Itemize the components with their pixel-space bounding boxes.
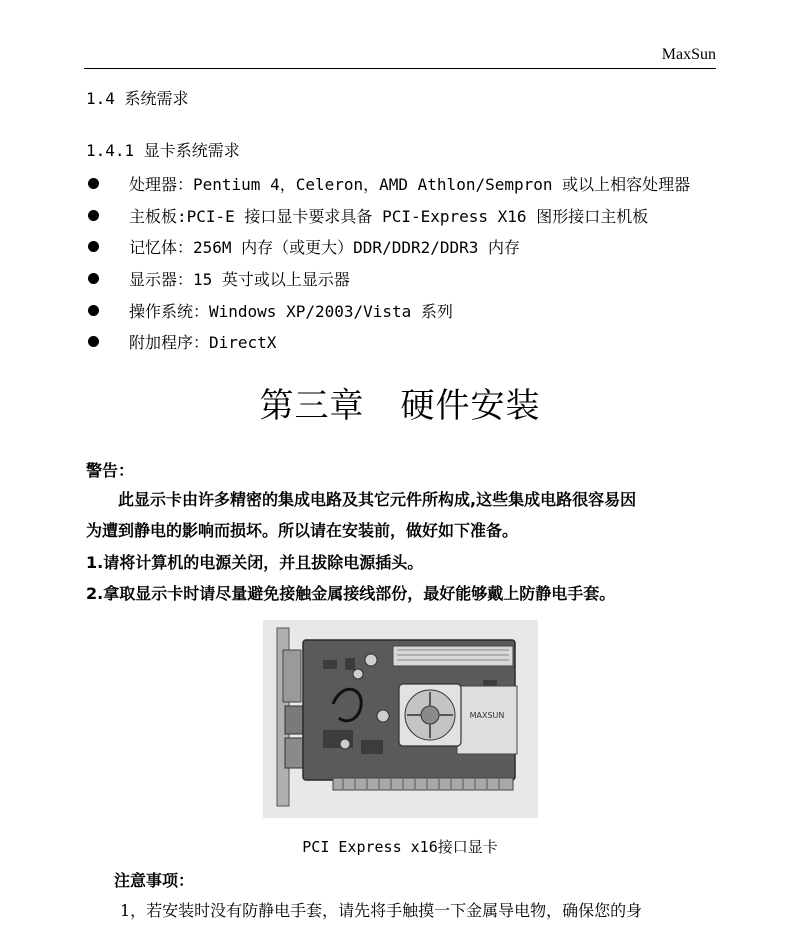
graphics-card-photo (263, 620, 538, 818)
requirement-text: 附加程序：DirectX (129, 333, 277, 353)
requirement-text: 主板板:PCI-E 接口显卡要求具备 PCI-Express X16 图形接口主机板 (129, 206, 649, 226)
notes-label: 注意事项： (114, 871, 195, 890)
header-rule (84, 68, 716, 69)
note-line-1: 1，若安装时没有防静电手套，请先将手触摸一下金属导电物，确保您的身 (120, 901, 643, 920)
section-title: 1.4 系统需求 (86, 89, 189, 108)
requirement-text: 显示器：15 英寸或以上显示器 (129, 270, 350, 290)
bullet-icon (88, 178, 99, 189)
list-item (86, 231, 690, 263)
requirement-text: 处理器：Pentium 4，Celeron，AMD Athlon/Sempron 或以上相容处理器 (129, 175, 691, 195)
list-item (86, 200, 690, 232)
requirements-list (86, 168, 690, 358)
section-subtitle: 1.4.1 显卡系统需求 (86, 141, 240, 160)
chapter-title (0, 378, 800, 427)
list-item (86, 263, 690, 295)
bullet-icon (88, 241, 99, 252)
list-item (86, 168, 690, 200)
card-brand-label: MAXSUN (469, 711, 505, 720)
warning-label: 警告： (86, 461, 135, 480)
header-brand: MaxSun (661, 46, 716, 63)
list-item (86, 326, 690, 358)
bullet-icon (88, 210, 99, 221)
figure-caption: PCI Express x16接口显卡 (302, 838, 498, 856)
list-item (86, 294, 690, 326)
warning-step-1: 1.请将计算机的电源关闭，并且拔除电源插头。 (86, 553, 424, 572)
chapter-name: 硬件安装 (400, 386, 541, 426)
warning-step-2: 2.拿取显示卡时请尽量避免接触金属接线部份，最好能够戴上防静电手套。 (86, 584, 616, 603)
bullet-icon (88, 273, 99, 284)
requirement-text: 操作系统：Windows XP/2003/Vista 系列 (129, 301, 453, 321)
bullet-icon (88, 336, 99, 347)
chapter-number: 第三章 (259, 386, 365, 426)
requirement-text: 记忆体：256M 内存（或更大）DDR/DDR2/DDR3 内存 (129, 238, 521, 258)
warning-paragraph-line1: 此显示卡由许多精密的集成电路及其它元件所构成,这些集成电路很容易因 (86, 490, 637, 509)
warning-paragraph-line2: 为遭到静电的影响而损坏。所以请在安装前，做好如下准备。 (86, 521, 519, 540)
bullet-icon (88, 305, 99, 316)
